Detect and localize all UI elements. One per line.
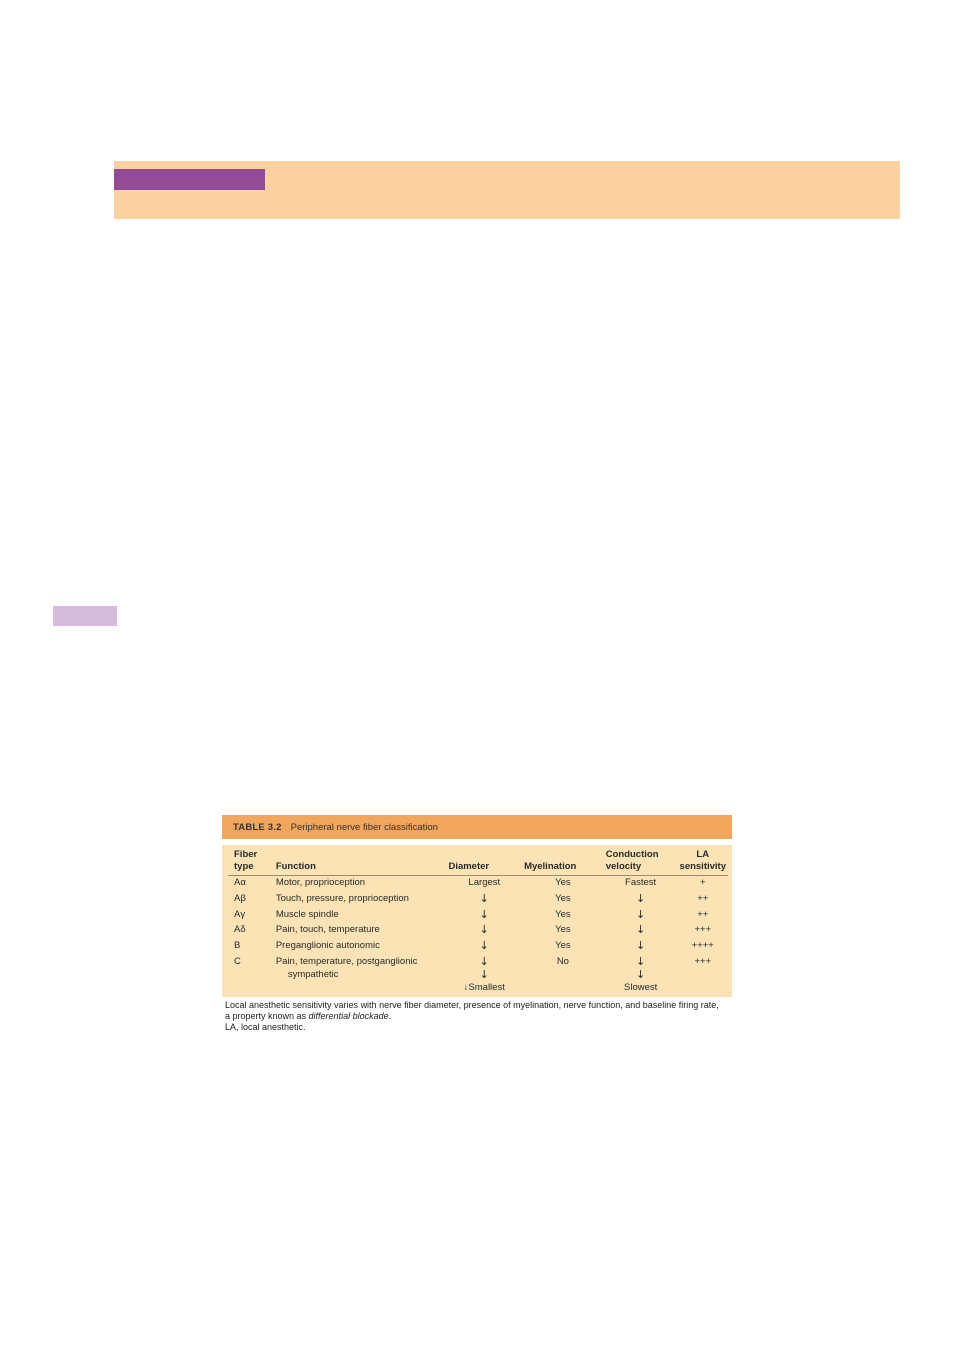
cell-myelination: Yes xyxy=(555,940,571,952)
cell-fiber-type: Aα xyxy=(234,877,246,888)
table-abbreviation-note: LA, local anesthetic. xyxy=(225,1021,306,1032)
cell-myelination: Yes xyxy=(555,924,571,936)
down-arrow-icon: ↓ xyxy=(479,967,489,981)
cell-conduction: ↓ xyxy=(636,907,646,921)
table-row xyxy=(228,876,728,892)
cell-la-sensitivity: +++ xyxy=(694,955,712,967)
cell-function: Pain, temperature, postganglionic sympathetic xyxy=(274,955,447,981)
cell-fiber-type: Aδ xyxy=(234,924,246,936)
table-number: TABLE 3.2 xyxy=(233,821,282,833)
cell-la-sensitivity: ++ xyxy=(697,892,709,904)
table-footnote: Local anesthetic sensitivity varies with nerve fiber diameter, presence of myelination, nerve function, and baseline firing rate, a property known as differential blockade. LA, local anesthetic. xyxy=(225,999,719,1032)
cell-myelination: No xyxy=(556,955,569,967)
cell-myelination: Yes xyxy=(555,892,571,904)
cell-conduction: ↓ xyxy=(636,923,646,937)
cell-function: Motor, proprioception xyxy=(275,877,366,888)
section-banner-tag xyxy=(114,169,265,190)
cell-function-continued: sympathetic xyxy=(287,968,339,980)
header-function: Function xyxy=(275,861,316,872)
cell-fiber-type: C xyxy=(234,955,241,967)
cell-conduction: ↓ xyxy=(636,939,646,953)
table-title: Peripheral nerve fiber classification xyxy=(290,821,438,833)
header-conduction-velocity: Conduction velocity xyxy=(605,849,659,872)
table-row xyxy=(228,939,728,955)
header-la-sensitivity: LA sensitivity xyxy=(679,849,726,872)
cell-fiber-type: B xyxy=(234,940,241,952)
cell-diameter: ↓ xyxy=(479,891,489,905)
cell-la-sensitivity: ++ xyxy=(697,908,709,920)
cell-diameter: ↓ xyxy=(479,923,489,937)
table-row-extremes xyxy=(228,981,728,995)
table-row xyxy=(228,923,728,939)
cell-diameter: ↓ ↓ xyxy=(479,954,489,981)
cell-conduction: ↓ ↓ xyxy=(636,954,646,981)
cell-function: Touch, pressure, proprioception xyxy=(275,892,409,904)
cell-function: Pain, touch, temperature xyxy=(275,924,380,936)
cell-fiber-type: Aγ xyxy=(234,908,246,920)
cell-conduction: Fastest xyxy=(625,877,657,888)
cell-diameter-smallest: ↓Smallest xyxy=(463,981,505,993)
table-row xyxy=(228,955,728,981)
table-title-bar xyxy=(222,815,732,839)
table-body xyxy=(222,845,732,997)
cell-diameter: ↓ xyxy=(479,939,489,953)
cell-function: Preganglionic autonomic xyxy=(275,940,380,952)
cell-diameter: ↓ xyxy=(479,907,489,921)
cell-la-sensitivity: + xyxy=(699,877,706,888)
cell-myelination: Yes xyxy=(555,877,571,888)
cell-myelination: Yes xyxy=(555,908,571,920)
header-myelination: Myelination xyxy=(524,861,577,872)
cell-diameter: Largest xyxy=(468,877,501,888)
table-figure xyxy=(222,815,732,1033)
header-fiber-type: Fiber type xyxy=(234,849,258,872)
down-arrow-icon: ↓ xyxy=(636,967,646,981)
cell-function: Muscle spindle xyxy=(275,908,339,920)
table-row xyxy=(228,908,728,924)
fiber-classification-table xyxy=(228,849,728,995)
cell-fiber-type: Aβ xyxy=(234,892,246,904)
cell-conduction-slowest: Slowest xyxy=(624,981,658,993)
margin-side-tab xyxy=(53,606,117,626)
cell-conduction: ↓ xyxy=(636,891,646,905)
header-diameter: Diameter xyxy=(448,861,490,872)
cell-la-sensitivity: +++ xyxy=(694,924,712,936)
table-row xyxy=(228,892,728,908)
cell-la-sensitivity: ++++ xyxy=(691,940,714,952)
table-header-row xyxy=(228,849,728,876)
